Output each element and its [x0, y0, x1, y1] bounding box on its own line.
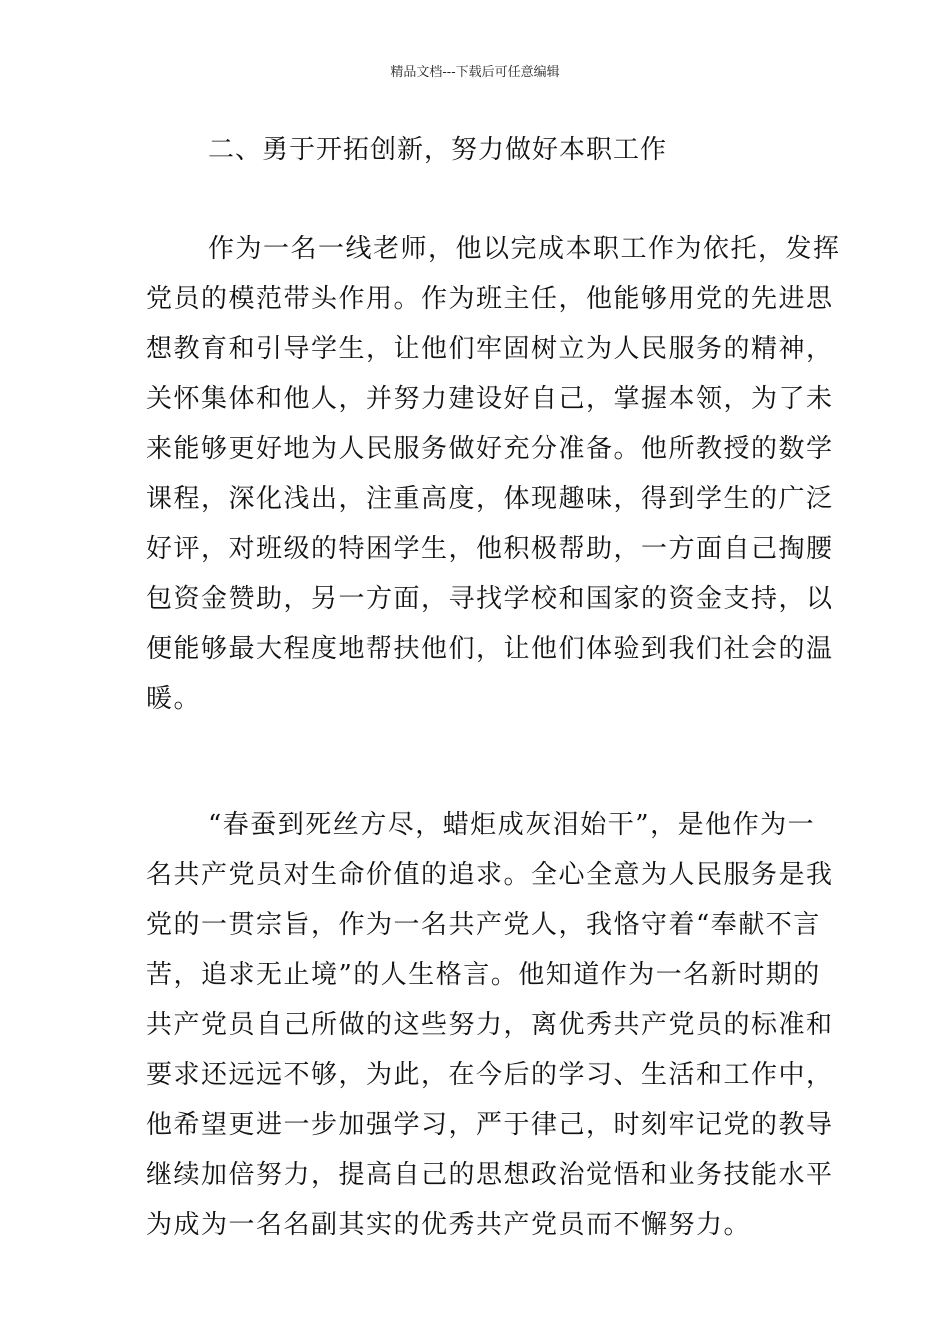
paragraph-line: 来能够更好地为人民服务做好充分准备。他所教授的数学	[146, 434, 834, 464]
paragraph-line: 苦，追求无止境”的人生格言。他知道作为一名新时期的	[146, 960, 821, 990]
paragraph-line: 包资金赞助，另一方面，寻找学校和国家的资金支持，以	[146, 584, 834, 614]
paragraph-line: 继续加倍努力，提高自己的思想政治觉悟和业务技能水平	[146, 1160, 834, 1190]
paragraph-line: 名共产党员对生命价值的追求。全心全意为人民服务是我	[146, 860, 834, 890]
body-paragraph	[146, 224, 841, 724]
page-header: 精品文档---下载后可任意编辑	[390, 65, 560, 80]
paragraph-line: 关怀集体和他人，并努力建设好自己，掌握本领，为了未	[146, 384, 834, 414]
paragraph-line: 他希望更进一步加强学习，严于律己，时刻牢记党的教导	[146, 1110, 834, 1140]
body-paragraph	[146, 800, 834, 1250]
paragraph-line: 作为一名一线老师，他以完成本职工作为依托，发挥	[208, 234, 841, 264]
paragraph-line: 为成为一名名副其实的优秀共产党员而不懈努力。	[146, 1210, 752, 1240]
paragraph-line: 暖。	[146, 684, 202, 714]
paragraph-line: “春蚕到死丝方尽，蜡炬成灰泪始干”，是他作为一	[208, 810, 816, 840]
paragraph-line: 便能够最大程度地帮扶他们，让他们体验到我们社会的温	[146, 634, 834, 664]
section-heading: 二、勇于开拓创新，努力做好本职工作	[208, 135, 668, 165]
paragraph-line: 党员的模范带头作用。作为班主任，他能够用党的先进思	[146, 284, 834, 314]
paragraph-line: 要求还远远不够，为此，在今后的学习、生活和工作中，	[146, 1060, 834, 1090]
paragraph-line: 想教育和引导学生，让他们牢固树立为人民服务的精神，	[146, 334, 834, 364]
paragraph-line: 共产党员自己所做的这些努力，离优秀共产党员的标准和	[146, 1010, 834, 1040]
paragraph-line: 好评，对班级的特困学生，他积极帮助，一方面自己掏腰	[146, 534, 834, 564]
paragraph-line: 党的一贯宗旨，作为一名共产党人，我恪守着“奉献不言	[146, 910, 821, 940]
paragraph-line: 课程，深化浅出，注重高度，体现趣味，得到学生的广泛	[146, 484, 834, 514]
